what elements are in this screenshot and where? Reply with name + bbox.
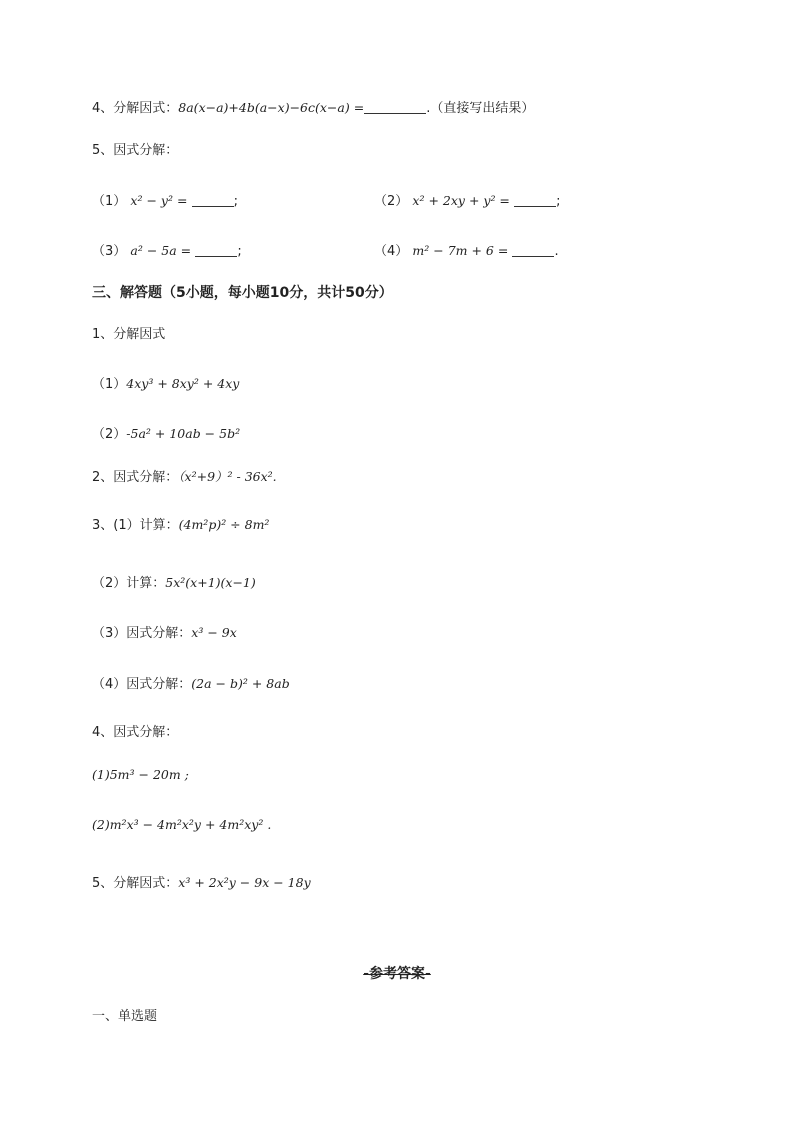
problem-5-label: 5、分解因式： [92, 876, 179, 891]
part-number: （4） [374, 244, 409, 259]
part-label: （4）因式分解： [92, 677, 192, 692]
problem-5 [92, 873, 311, 894]
answer-blank [192, 194, 234, 207]
part-expression: (2a − b)² + 8ab [191, 676, 290, 691]
part-end: . [554, 244, 559, 259]
part-label: （3）因式分解： [92, 626, 192, 641]
part-number: （1） [92, 194, 127, 209]
problem-3-part-1 [92, 515, 269, 536]
question-5-part-4 [374, 241, 559, 262]
part-expression: x² − y² = [130, 193, 188, 208]
question-4-suffix: .（直接写出结果） [426, 101, 535, 116]
question-5-part-2 [374, 191, 560, 212]
part-number: （2） [92, 427, 127, 442]
problem-4-label: 4、因式分解： [92, 725, 179, 740]
answers-section-1: 一、单选题 [92, 1009, 158, 1024]
answer-blank [514, 194, 556, 207]
question-5-part-3 [92, 241, 242, 262]
question-5-label: 5、因式分解： [92, 143, 179, 158]
problem-4-part-1: (1)5m³ − 20m ; [92, 767, 189, 782]
problem-1-label: 1、分解因式 [92, 327, 166, 342]
problem-5-expression: x³ + 2x²y − 9x − 18y [178, 875, 311, 890]
question-4-prefix: 4、分解因式： [92, 101, 179, 116]
problem-2-label: 2、因式分解： [92, 470, 179, 485]
part-end: ; [233, 194, 238, 209]
part-number: （1） [92, 377, 127, 392]
part-expression: x² + 2xy + y² = [412, 193, 510, 208]
answer-blank [364, 101, 426, 114]
problem-4-part-2: (2)m²x³ − 4m²x²y + 4m²xy² . [92, 817, 272, 832]
problem-2 [92, 467, 277, 488]
answer-blank [195, 244, 237, 257]
part-expression: (4m²p)² ÷ 8m² [178, 517, 270, 532]
part-expression: 4xy³ + 8xy² + 4xy [126, 376, 240, 391]
question-5-part-1 [92, 191, 238, 212]
answer-blank [512, 244, 554, 257]
part-expression: 5x²(x+1)(x−1) [165, 575, 256, 590]
problem-3-part-2 [92, 573, 256, 594]
part-expression: x³ − 9x [191, 625, 237, 640]
part-expression: a² − 5a = [130, 243, 192, 258]
answers-title-text: -参考答案- [363, 966, 431, 982]
part-label: 3、(1）计算： [92, 518, 179, 533]
part-number: （3） [92, 244, 127, 259]
problem-1-part-1 [92, 374, 239, 395]
answers-title [0, 964, 794, 984]
problem-3-part-3 [92, 623, 237, 644]
part-end: ; [556, 194, 561, 209]
problem-1-part-2 [92, 424, 240, 445]
section-3-title: 三、解答题（5小题，每小题10分，共计50分） [92, 285, 393, 301]
part-label: （2）计算： [92, 576, 166, 591]
part-expression: m² − 7m + 6 = [412, 243, 509, 258]
part-expression: -5a² + 10ab − 5b² [126, 426, 241, 441]
question-4-expression: 8a(x−a)+4b(a−x)−6c(x−a) = [178, 100, 365, 115]
part-end: ; [237, 244, 242, 259]
problem-2-expression: （x²+9）² - 36x². [178, 469, 277, 484]
part-number: （2） [374, 194, 409, 209]
problem-3-part-4 [92, 674, 290, 695]
question-4-fill [92, 98, 534, 119]
